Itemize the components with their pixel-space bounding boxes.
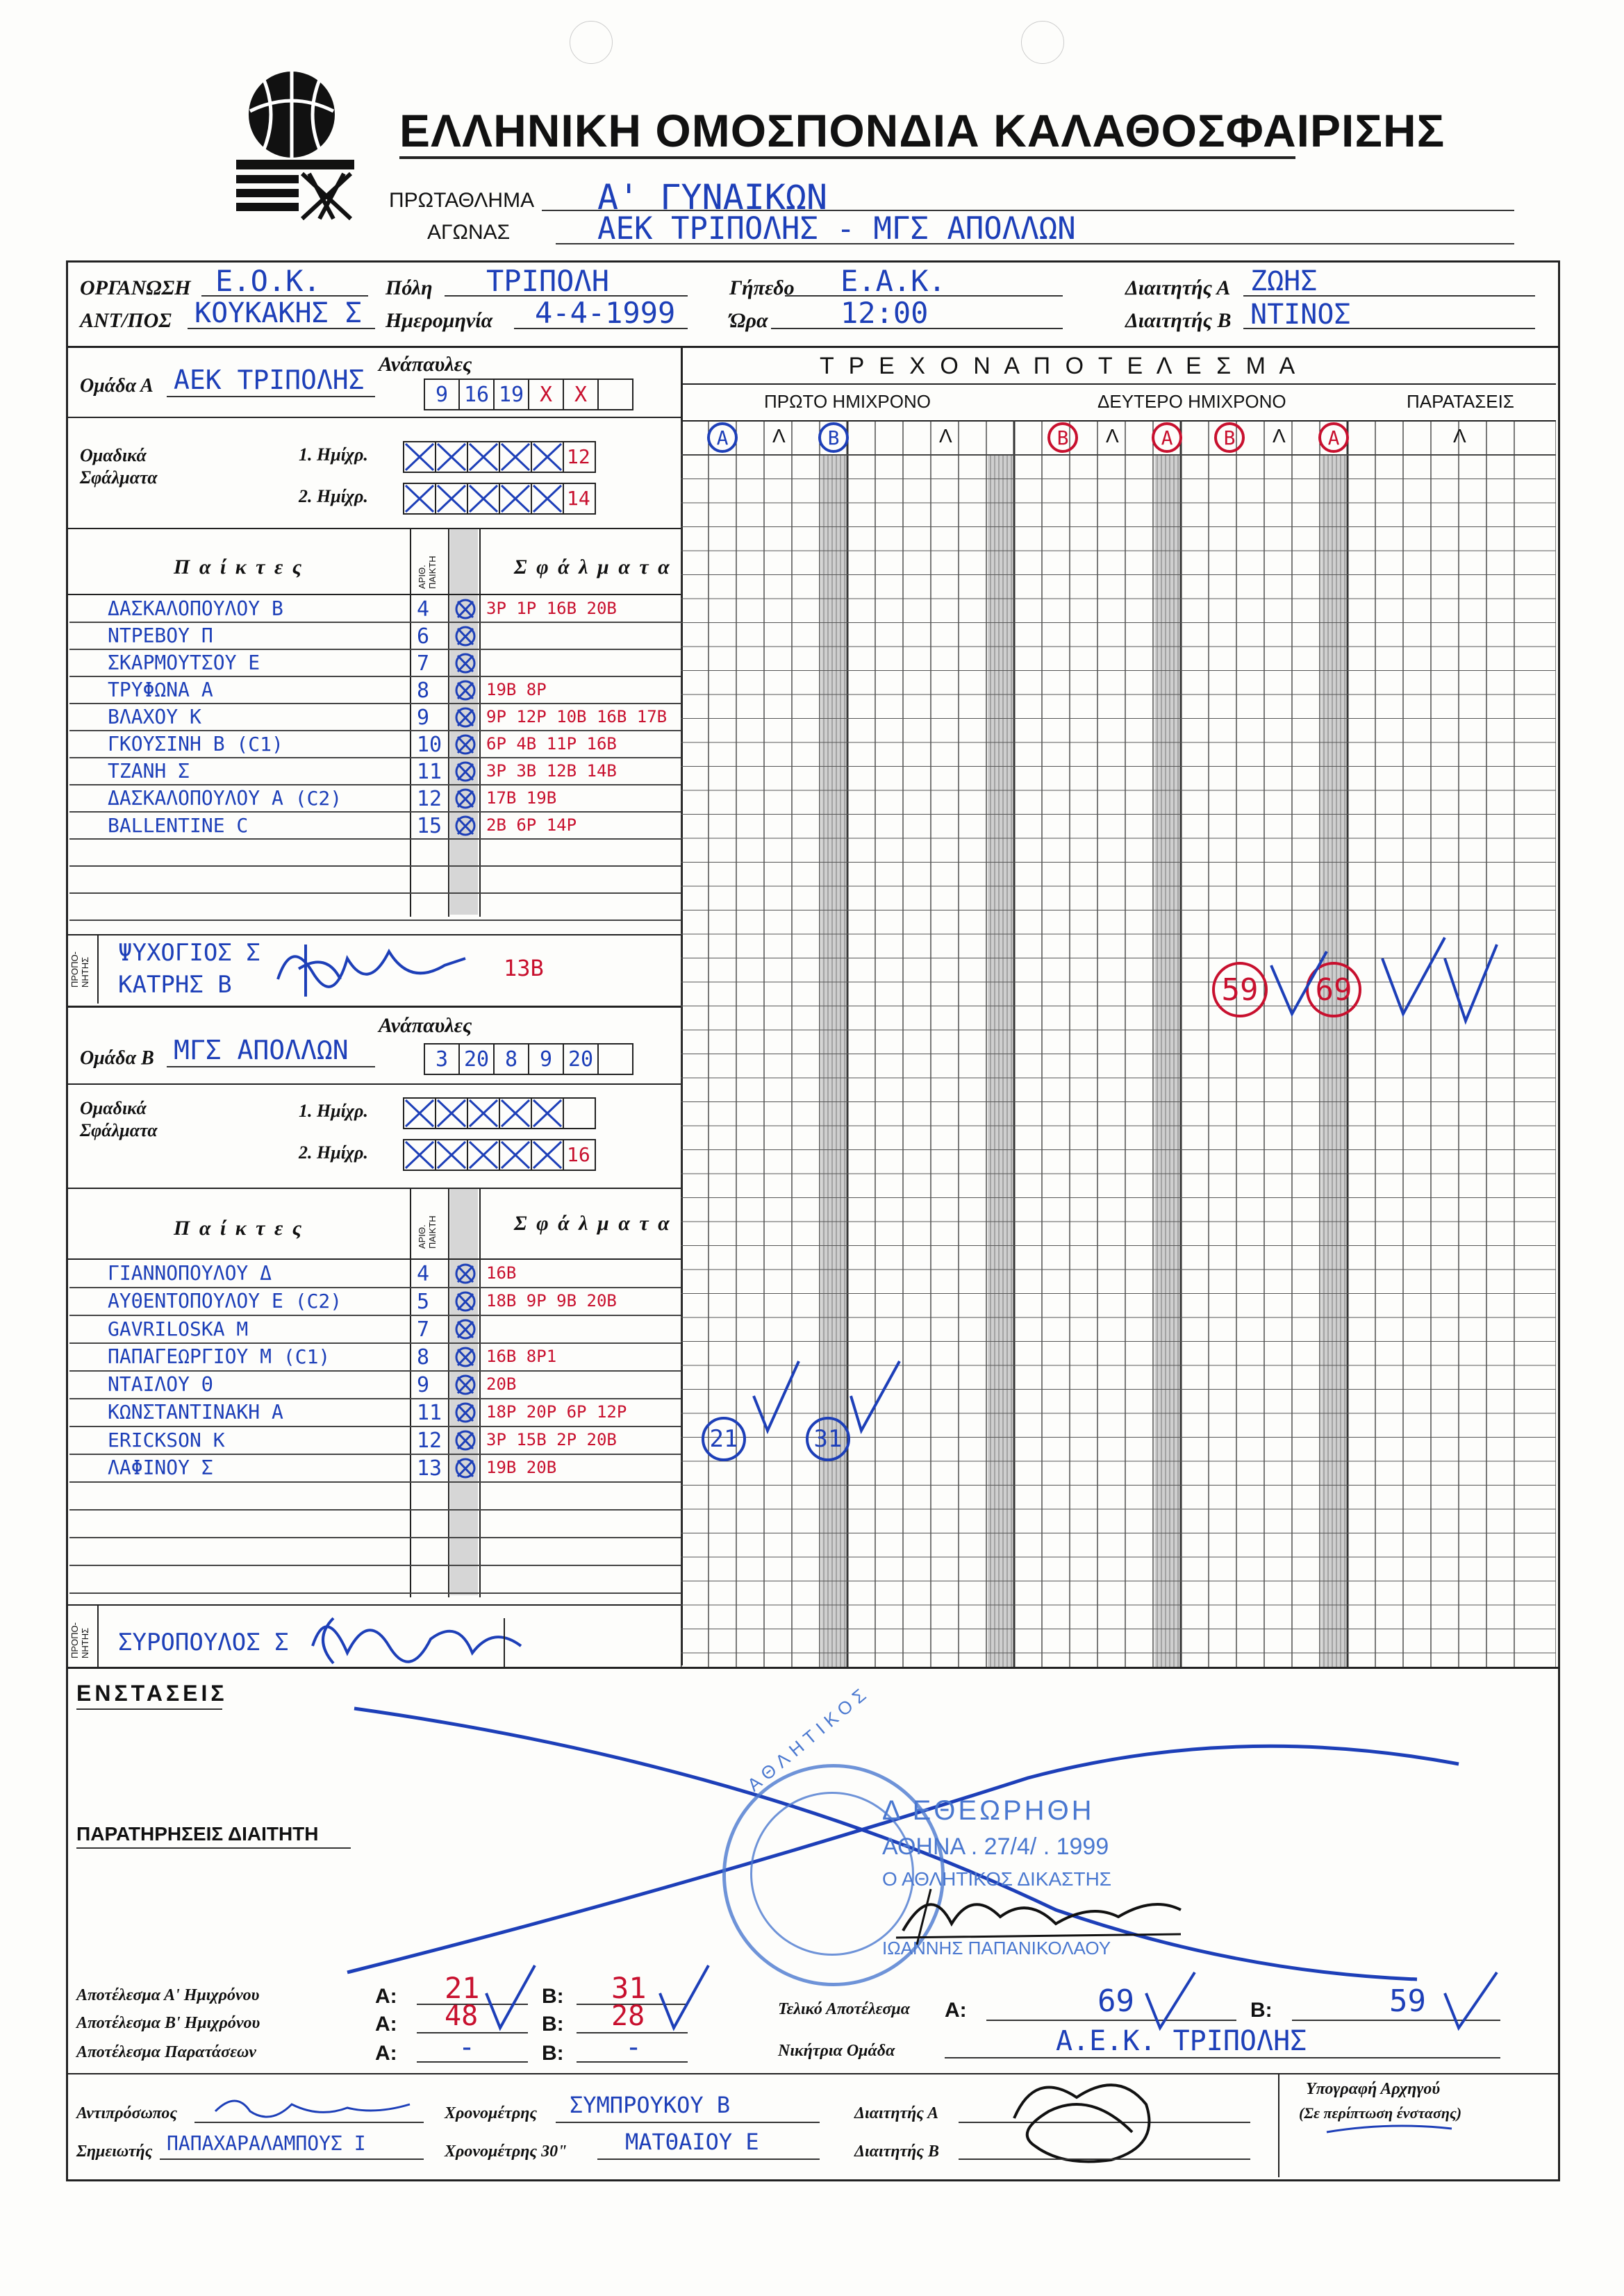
final-a: 69 [1097, 1983, 1134, 2019]
timeout-box: 20 [458, 1043, 495, 1075]
team-b-half1-fouls [404, 1097, 596, 1129]
referee-a-sign-label: Διαιτητής Α [854, 2104, 939, 2122]
underline [959, 2158, 1250, 2160]
team-a-coach-2: ΚΑΤΡΗΣ Β [118, 971, 232, 999]
team-b-coach-signature [306, 1597, 528, 1674]
player-row [69, 785, 681, 813]
sep [66, 2073, 1558, 2074]
player-number: 11 [417, 760, 442, 784]
player-row [69, 1399, 681, 1427]
player-name: ΓΙΑΝΝΟΠΟΥΛΟΥ Δ [108, 1262, 272, 1285]
sep [66, 528, 681, 529]
date-line [514, 328, 688, 329]
sep [681, 383, 1556, 385]
timekeeper30-value: ΜΑΤΘΑΙΟΥ Ε [625, 2129, 759, 2155]
participation-mark-icon [454, 598, 477, 624]
game-line [556, 243, 1514, 244]
player-row [69, 867, 681, 894]
player-row [69, 704, 681, 731]
player-name: GAVRILOSKA M [108, 1317, 249, 1340]
final-circle-a: 59 [1212, 962, 1268, 1017]
referee-a-value: ΖΩΗΣ [1250, 265, 1318, 297]
team-b-player-list [69, 1261, 681, 1594]
stamp-line-1: Δ ΕΘΕΩΡΗΘΗ [882, 1795, 1095, 1826]
date-value: 4-4-1999 [535, 296, 676, 330]
participation-mark-icon [454, 815, 477, 840]
col-line [97, 1604, 99, 1667]
team-foul-box [435, 1139, 468, 1171]
team-b-half2-fouls [404, 1139, 596, 1171]
player-row [69, 1344, 681, 1372]
half1-checkmarks [750, 1354, 903, 1438]
result-h2-a: 48 [445, 2000, 479, 2032]
timeout-box: 9 [424, 378, 460, 410]
team-a-col-number: ΑΡΙΘ. ΠΑΙΚΤΗ [417, 556, 438, 589]
player-row [69, 1288, 681, 1316]
half1-end-a: 21 [702, 1417, 746, 1461]
team-foul-box [467, 441, 500, 473]
team-b-timeouts [425, 1043, 633, 1075]
player-number: 7 [417, 651, 430, 676]
observations-label: ΠΑΡΑΤΗΡΗΣΕΙΣ ΔΙΑΙΤΗΤΗ [76, 1823, 319, 1845]
ref-a-line [1243, 295, 1535, 297]
player-fouls: 20B [486, 1374, 517, 1394]
team-foul-box [403, 1139, 436, 1171]
col-a-header-2: A [1152, 422, 1182, 453]
player-number: 9 [417, 1373, 430, 1397]
team-foul-box [531, 441, 564, 473]
underline [556, 2122, 820, 2123]
player-number: 15 [417, 814, 442, 838]
federation-title: ΕΛΛΗΝΙΚΗ ΟΜΟΣΠΟΝΔΙΑ ΚΑΛΑΘΟΣΦΑΙΡΙΣΗΣ [399, 105, 1445, 156]
team-foul-box [467, 1139, 500, 1171]
stamp-line-3: Ο ΑΘΛΗΤΙΚΟΣ ΔΙΚΑΣΤΗΣ [882, 1868, 1112, 1890]
player-number: 4 [417, 597, 430, 622]
judge-signature [889, 1875, 1188, 1952]
col-caret: Λ [1453, 425, 1466, 447]
team-a-players-header: Π α ί κ τ ε ς [174, 556, 304, 579]
time-value: 12:00 [840, 296, 929, 330]
result-ot-b-label: Β: [542, 2042, 564, 2065]
player-name: ΠΑΠΑΓΕΩΡΓΙΟΥ Μ (C1) [108, 1345, 331, 1368]
team-a-half1-fouls [404, 441, 596, 473]
ref-b-line [1243, 328, 1535, 329]
player-row [69, 1316, 681, 1344]
team-foul-box [403, 483, 436, 515]
player-fouls: 6P 4B 11P 16B [486, 734, 617, 754]
timeout-box: X [563, 378, 599, 410]
team-foul-box [435, 441, 468, 473]
team-a-player-list [69, 596, 681, 921]
game-label: ΑΓΩΝΑΣ [427, 221, 511, 244]
player-row [69, 623, 681, 650]
representative-label: Αντιπρόσωπος [76, 2104, 178, 2122]
player-number: 9 [417, 706, 430, 730]
deputy-label: ΑΝΤ/ΠΟΣ [80, 309, 172, 332]
team-foul-box [531, 1139, 564, 1171]
team-a-coach-signature [264, 931, 472, 1007]
player-number: 8 [417, 1345, 430, 1370]
player-name: ΑΥΘΕΝΤΟΠΟΥΛΟΥ Ε (C2) [108, 1290, 342, 1313]
team-b-fouls-label: Ομαδικά Σφάλματα [80, 1098, 158, 1140]
team-foul-box [467, 1097, 500, 1129]
participation-mark-icon [454, 760, 477, 786]
team-a-half2-fouls [404, 483, 596, 515]
player-number: 11 [417, 1401, 442, 1425]
team-b-half1-label: 1. Ημίχρ. [299, 1101, 368, 1121]
timeout-box [597, 1043, 633, 1075]
player-name: ΓΚΟΥΣΙΝΗ Β (C1) [108, 733, 283, 756]
team-foul-box [563, 483, 596, 515]
winner-label: Νικήτρια Ομάδα [778, 2042, 895, 2060]
player-fouls: 17B 19B [486, 788, 557, 808]
team-foul-box [531, 483, 564, 515]
result-ot-a-label: Α: [375, 2042, 397, 2065]
player-row [69, 1483, 681, 1511]
player-row [69, 813, 681, 840]
result-ot-b: - [625, 2031, 643, 2063]
player-row [69, 1372, 681, 1399]
team-foul-box [499, 1139, 532, 1171]
col-caret: Λ [1106, 425, 1119, 447]
timeout-box: 20 [563, 1043, 599, 1075]
date-label: Ημερομηνία [386, 309, 493, 332]
stamp-ring-text: ΑΘΛΗΤΙΚΟΣ [743, 1681, 875, 1796]
championship-label: ΠΡΩΤΑΘΛΗΜΑ [389, 189, 535, 212]
player-number: 6 [417, 624, 430, 649]
running-score-title: Τ Ρ Ε Χ Ο Ν Α Π Ο Τ Ε Λ Ε Σ Μ Α [820, 353, 1300, 379]
stamp-line-2: ΑΘΗΝΑ . 27/4/ . 1999 [882, 1833, 1109, 1860]
team-a-fouls-label: Ομαδικά Σφάλματα [80, 445, 158, 488]
player-name: ΤΡΥΦΩΝΑ Α [108, 679, 213, 701]
player-row [69, 1261, 681, 1288]
player-number: 5 [417, 1290, 430, 1314]
org-line [201, 295, 368, 297]
game-value: ΑΕΚ ΤΡΙΠΟΛΗΣ - ΜΓΣ ΑΠΟΛΛΩΝ [597, 211, 1076, 247]
team-foul-box [499, 483, 532, 515]
team-a-coach-1: ΨΥΧΟΓΙΟΣ Σ [118, 939, 260, 967]
result-checkmarks [479, 1958, 715, 2035]
team-b-half2-label: 2. Ημίχρ. [299, 1142, 368, 1163]
organization-value: Ε.Ο.Κ. [215, 264, 321, 298]
col-a-header-3: A [1318, 422, 1349, 453]
col-caret: Λ [1273, 425, 1286, 447]
scorer-label: Σημειωτής [76, 2143, 153, 2161]
result-h2-b: 28 [611, 2000, 645, 2032]
timekeeper30-label: Χρονομέτρης 30" [445, 2143, 567, 2161]
player-number: 8 [417, 679, 430, 703]
second-half-label: ΔΕΥΤΕΡΟ ΗΜΙΧΡΟΝΟ [1097, 391, 1286, 412]
result-h2-a-label: Α: [375, 2013, 397, 2036]
player-fouls: 3P 15B 2P 20B [486, 1430, 617, 1449]
deputy-line [188, 328, 375, 329]
player-row [69, 1566, 681, 1594]
underline [597, 2158, 820, 2160]
stamp-line-4: ΙΩΑΝΝΗΣ ΠΑΠΑΝΙΚΟΛΑΟΥ [882, 1938, 1111, 1958]
timeout-box: 16 [458, 378, 495, 410]
team-a-fouls-header: Σ φ ά λ μ α τ α [514, 556, 672, 579]
player-name: ERICKSON K [108, 1429, 225, 1451]
sep [66, 1258, 681, 1260]
participation-mark-icon [454, 706, 477, 732]
player-row [69, 1538, 681, 1566]
team-foul-box [403, 441, 436, 473]
player-row [69, 677, 681, 704]
player-number: 13 [417, 1456, 442, 1481]
player-name: ΚΩΝΣΤΑΝΤΙΝΑΚΗ Α [108, 1401, 283, 1424]
result-h2-label: Αποτέλεσμα Β' Ημιχρόνου [76, 2014, 260, 2032]
championship-value: Α' ΓΥΝΑΙΚΩΝ [597, 177, 828, 217]
participation-mark-icon [454, 679, 477, 705]
player-name: ΛΑΦΙΝΟΥ Σ [108, 1456, 213, 1479]
team-a-coach-label: ΠΡΟΠΟ- ΝΗΤΗΣ [69, 951, 90, 988]
player-number: 12 [417, 1429, 442, 1453]
final-circle-b: 69 [1306, 962, 1361, 1017]
col-caret: Λ [772, 425, 786, 447]
organization-label: ΟΡΓΑΝΩΣΗ [80, 276, 191, 299]
player-number: 10 [417, 733, 442, 757]
player-fouls: 3P 1P 16B 20B [486, 599, 617, 618]
participation-mark-icon [454, 1374, 477, 1399]
sep [66, 1667, 1558, 1669]
team-a-half1-label: 1. Ημίχρ. [299, 444, 368, 465]
result-h1-a: 21 [445, 1971, 480, 2005]
player-fouls: 19B 8P [486, 680, 547, 699]
col-a-header: A [707, 422, 738, 453]
team-b-col-number: ΑΡΙΘ. ΠΑΙΚΤΗ [417, 1215, 438, 1249]
city-value: ΤΡΙΠΟΛΗ [486, 264, 610, 298]
player-name: BALLENTINE C [108, 814, 249, 837]
final-checkmarks [1264, 931, 1500, 1035]
result-ot-label: Αποτέλεσμα Παρατάσεων [76, 2043, 256, 2061]
player-number: 4 [417, 1262, 430, 1286]
col-b-header-3: B [1214, 422, 1245, 453]
player-row [69, 1427, 681, 1455]
federation-logo [222, 63, 354, 222]
participation-mark-icon [454, 733, 477, 759]
team-b-players-header: Π α ί κ τ ε ς [174, 1217, 304, 1240]
col-b-header: B [818, 422, 849, 453]
result-ot-a: - [458, 2031, 476, 2063]
representative-signature [208, 2083, 417, 2132]
col-line [1278, 2073, 1279, 2177]
player-row [69, 894, 681, 921]
team-foul-box [563, 441, 596, 473]
timekeeper-label: Χρονομέτρης [445, 2104, 538, 2122]
time-label: Ώρα [729, 309, 768, 332]
team-foul-box [563, 1097, 596, 1129]
participation-mark-icon [454, 1457, 477, 1483]
final-result-checkmarks [1139, 1965, 1500, 2035]
half1-end-b: 31 [806, 1417, 850, 1461]
player-row [69, 1511, 681, 1538]
underline [417, 2061, 528, 2063]
player-name: ΝΤΑΙΛΟΥ Θ [108, 1373, 213, 1396]
player-name: ΔΑΣΚΑΛΟΠΟΥΛΟΥ Β [108, 597, 283, 620]
result-h1-b-label: Β: [542, 1985, 564, 2008]
timekeeper-value: ΣΥΜΠΡΟΥΚΟΥ Β [570, 2092, 731, 2118]
player-number: 7 [417, 1317, 430, 1342]
player-name: ΣΚΑΡΜΟΥΤΣΟΥ Ε [108, 651, 260, 674]
team-b-line [167, 1066, 375, 1067]
team-b-fouls-header: Σ φ ά λ μ α τ α [514, 1212, 672, 1235]
player-row [69, 840, 681, 867]
team-a-half2-label: 2. Ημίχρ. [299, 486, 368, 506]
info-divider [66, 346, 1558, 348]
overtime-label: ΠΑΡΑΤΑΣΕΙΣ [1407, 391, 1514, 412]
deputy-value: ΚΟΥΚΑΚΗΣ Σ [194, 297, 362, 329]
team-b-name: ΜΓΣ ΑΠΟΛΛΩΝ [174, 1035, 349, 1065]
col-line [504, 1618, 505, 1667]
protests-label: ΕΝΣΤΑΣΕΙΣ [76, 1681, 228, 1706]
sep [66, 1188, 681, 1189]
underline [160, 2158, 424, 2160]
sep [66, 1006, 681, 1008]
result-h1-a-label: Α: [375, 1985, 397, 2008]
player-fouls: 16B [486, 1263, 517, 1283]
team-b-coach-1: ΣΥΡΟΠΟΥΛΟΣ Σ [118, 1629, 289, 1656]
col-caret: Λ [939, 425, 952, 447]
court-label: Γήπεδο [729, 276, 795, 299]
player-fouls: 16B 8P1 [486, 1347, 557, 1366]
title-underline [399, 156, 1295, 159]
participation-mark-icon [454, 1401, 477, 1427]
team-foul-box [435, 1097, 468, 1129]
team-a-line [167, 396, 375, 397]
team-a-timeouts [425, 378, 633, 410]
scorer-value: ΠΑΠΑΧΑΡΑΛΑΜΠΟΥΣ Ι [167, 2132, 366, 2155]
captain-sign-label: Υπογραφή Αρχηγού [1306, 2080, 1441, 2098]
team-foul-box [467, 483, 500, 515]
team-foul-box [435, 483, 468, 515]
team-a-name: ΑΕΚ ΤΡΙΠΟΛΗΣ [174, 365, 365, 395]
participation-mark-icon [454, 1429, 477, 1455]
team-foul-last: 12 [567, 445, 590, 468]
player-row [69, 1455, 681, 1483]
sep [66, 1083, 681, 1085]
team-b-label: Ομάδα Β [80, 1047, 154, 1069]
underline [577, 2061, 688, 2063]
team-foul-last: 16 [567, 1143, 590, 1166]
final-a-label: Α: [945, 1999, 967, 2022]
punch-hole [570, 21, 613, 64]
team-foul-box [499, 1097, 532, 1129]
final-b-label: Β: [1250, 1999, 1273, 2022]
result-h1-b: 31 [611, 1971, 647, 2005]
team-foul-last: 14 [567, 487, 590, 510]
player-fouls: 18P 20P 6P 12P [486, 1402, 627, 1422]
participation-mark-icon [454, 652, 477, 678]
participation-mark-icon [454, 625, 477, 651]
player-name: ΝΤΡΕΒΟΥ Π [108, 624, 213, 647]
team-b-coach-label: ΠΡΟΠΟ- ΝΗΤΗΣ [69, 1622, 90, 1658]
underline [945, 2057, 1500, 2058]
timeout-box: 9 [528, 1043, 564, 1075]
player-fouls: 18B 9P 9B 20B [486, 1291, 617, 1311]
first-half-label: ΠΡΩΤΟ ΗΜΙΧΡΟΝΟ [764, 391, 931, 412]
col-line [97, 934, 99, 1004]
timeout-box: 8 [493, 1043, 529, 1075]
player-fouls: 3P 3B 12B 14B [486, 761, 617, 781]
team-a-label: Ομάδα Α [80, 375, 154, 397]
team-foul-box [499, 441, 532, 473]
referee-b-value: ΝΤΙΝΟΣ [1250, 299, 1351, 331]
player-row [69, 731, 681, 758]
final-b: 59 [1389, 1983, 1426, 2019]
player-fouls: 19B 20B [486, 1458, 557, 1477]
winner-value: Α.Ε.Κ. ΤΡΙΠΟΛΗΣ [1056, 2025, 1307, 2057]
player-row [69, 596, 681, 623]
player-name: ΤΖΑΝΗ Σ [108, 760, 190, 783]
player-name: ΒΛΑΧΟΥ Κ [108, 706, 201, 729]
participation-mark-icon [454, 1318, 477, 1344]
sep [66, 594, 681, 595]
participation-mark-icon [454, 1263, 477, 1288]
player-fouls: 9P 12P 10B 16B 17B [486, 707, 668, 726]
team-a-timeouts-label: Ανάπαυλες [379, 353, 472, 376]
sep [66, 417, 681, 418]
referee-b-sign-label: Διαιτητής Β [854, 2143, 940, 2161]
participation-mark-icon [454, 1290, 477, 1316]
team-foul-box [563, 1139, 596, 1171]
captain-sign-stroke [1320, 2118, 1459, 2146]
referee-b-label: Διαιτητής Β [1125, 309, 1232, 332]
player-number: 12 [417, 787, 442, 811]
referee-a-label: Διαιτητής Α [1125, 276, 1231, 299]
underline [76, 1708, 222, 1710]
timeout-box: 3 [424, 1043, 460, 1075]
court-value: Ε.Α.Κ. [840, 264, 946, 298]
timeout-box: 19 [493, 378, 529, 410]
timeout-box: X [528, 378, 564, 410]
result-h2-b-label: Β: [542, 2013, 564, 2036]
punch-hole [1021, 21, 1064, 64]
player-row [69, 758, 681, 785]
team-foul-box [531, 1097, 564, 1129]
col-b-header-2: B [1047, 422, 1078, 453]
team-foul-box [403, 1097, 436, 1129]
team-b-timeouts-label: Ανάπαυλες [379, 1014, 472, 1037]
player-row [69, 650, 681, 677]
time-line [771, 328, 1063, 329]
timeout-box [597, 378, 633, 410]
participation-mark-icon [454, 1346, 477, 1372]
player-fouls: 2B 6P 14P [486, 815, 577, 835]
underline [76, 1847, 351, 1849]
player-name: ΔΑΣΚΑΛΟΠΟΥΛΟΥ Α (C2) [108, 787, 342, 810]
participation-mark-icon [454, 788, 477, 813]
team-a-coach-foul: 13B [504, 955, 544, 981]
result-h1-label: Αποτέλεσμα Α' Ημιχρόνου [76, 1986, 260, 2004]
final-label: Τελικό Αποτέλεσμα [778, 2000, 910, 2018]
running-score-grid [681, 420, 1556, 1667]
referee-signature [993, 2063, 1174, 2174]
city-label: Πόλη [386, 276, 433, 299]
captain-sign-note: (Σε περίπτωση ένστασης) [1299, 2104, 1462, 2122]
